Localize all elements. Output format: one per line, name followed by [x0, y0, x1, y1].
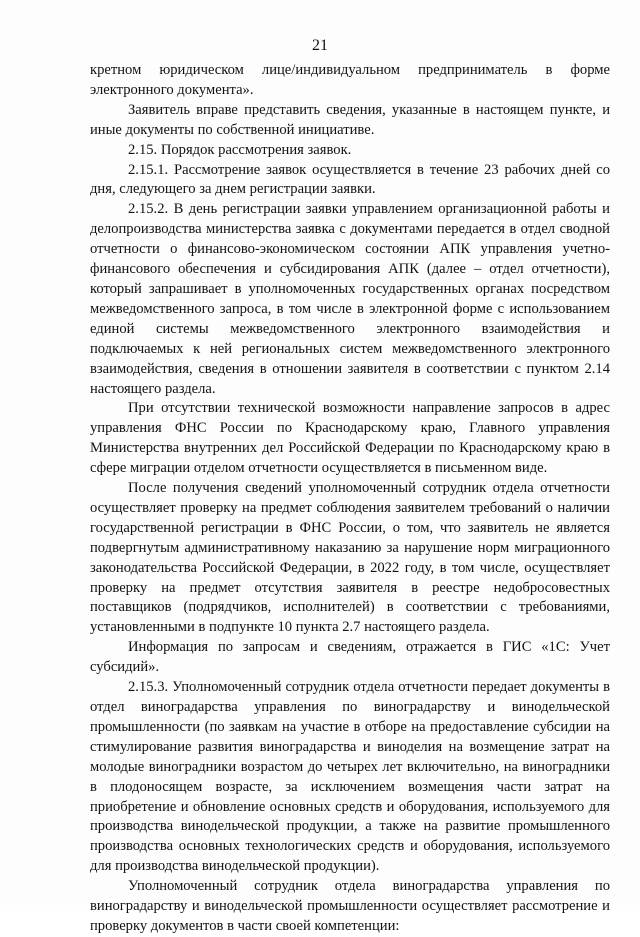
- page-number: 21: [312, 37, 328, 54]
- paragraph-2-15-1: 2.15.1. Рассмотрение заявок осуществляется в течение 23 рабочих дней со дня, следующего за днем регистрации заявки.: [90, 161, 610, 198]
- paragraph-applicant-right: Заявитель вправе представить сведения, указанные в настоящем пункте, и иные документы по собственной инициативе.: [90, 101, 610, 138]
- paragraph-section-2-15: 2.15. Порядок рассмотрения заявок.: [128, 141, 352, 158]
- paragraph-gis-info: Информация по запросам и сведениям, отражается в ГИС «1С: Учет субсидий».: [90, 639, 610, 676]
- paragraph-viticulture-review: Уполномоченный сотрудник отдела виноградарства управления по виноградарству и винодельческой промышленности осуществляет рассмотрение и проверку документов в части своей компетенции:: [90, 878, 610, 934]
- paragraph-no-technical-possibility: При отсутствии технической возможности направление запросов в адрес управления ФНС России по Краснодарскому краю, Главного управления Министерства внутренних дел Российской Федерации по Краснодарскому краю в сфере миграции отделом отчетности осуществляется в письменном виде.: [90, 400, 610, 477]
- paragraph-continuation: кретном юридическом лице/индивидуальном предприниматель в форме электронного документа».: [90, 62, 610, 98]
- paragraph-2-15-3: 2.15.3. Уполномоченный сотрудник отдела отчетности передает документы в отдел виноградарства управления по виноградарству и винодельческой промышленности (по заявкам на участие в отборе на предоставление субсидии на стимулирование развития виноградарства и виноделия на возмещение затрат на молодые виноградники возрастом до четырех лет включительно, на виноградники в плодоносящем возрасте, за исключением возмещения части затрат на приобретение и обновление основных средств и оборудования, используемого для производства винодельческой продукции, а также на развитие промышленного производства основных технологических средств и оборудования, используемого для производства винодельческой продукции).: [90, 679, 610, 875]
- paragraph-2-15-2: 2.15.2. В день регистрации заявки управлением организационной работы и делопроизводства министерства заявка с документами передается в отдел сводной отчетности о финансово-экономическом состоянии АПК управления учетно-финансового обеспечения и субсидирования АПК (далее – отдел отчетности), который запрашивает в уполномоченных государственных органах посредством межведомственного запроса, в том числе в электронной форме с использованием единой системы межведомственного электронного взаимодействия и подключаемых к ней региональных систем межведомственного электронного взаимодействия, сведения в отношении заявителя в соответствии с пунктом 2.14 настоящего раздела.: [90, 201, 610, 397]
- paragraph-after-receipt: После получения сведений уполномоченный сотрудник отдела отчетности осуществляет проверку на предмет соблюдения заявителем требований о наличии государственной регистрации в ФНС России, о том, что заявитель не является подвергнутым административному наказанию за нарушение норм миграционного законодательства Российской Федерации, в 2022 году, в том числе, осуществляет проверку на предмет отсутствия заявителя в реестре недобросовестных поставщиков (подрядчиков, исполнителей) в соответствии с требованиями, установленными в подпункте 10 пункта 2.7 настоящего раздела.: [90, 480, 610, 636]
- document-body: [90, 61, 610, 937]
